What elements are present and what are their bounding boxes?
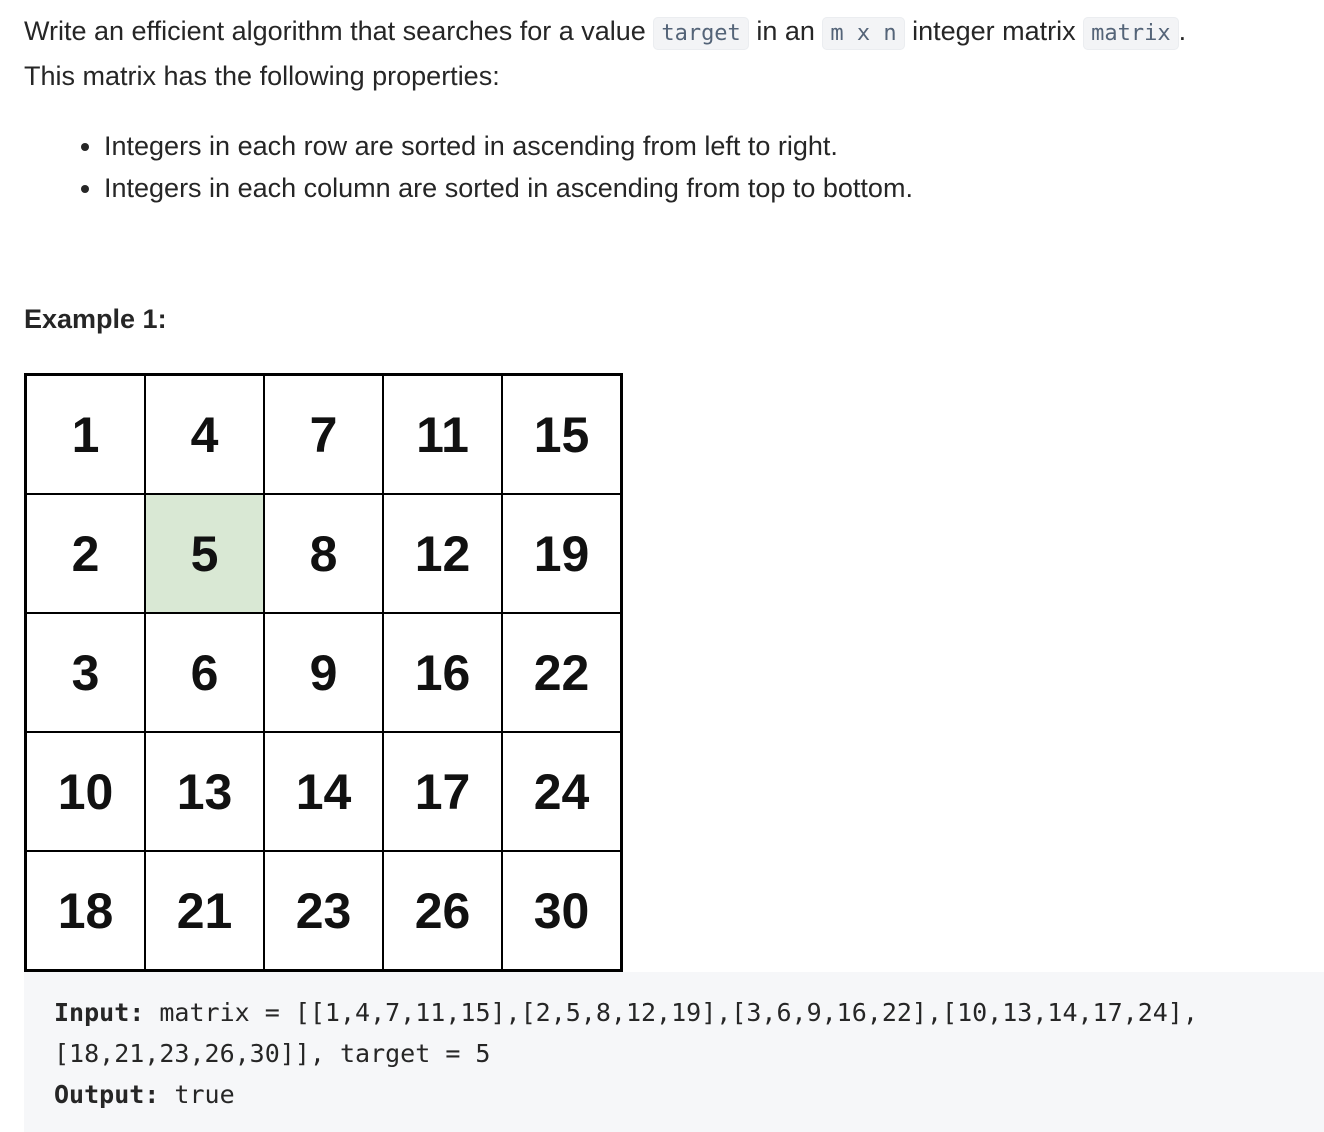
matrix-cell: 3 bbox=[26, 613, 146, 732]
matrix-cell: 19 bbox=[502, 494, 622, 613]
matrix-row bbox=[26, 732, 622, 851]
matrix-cell: 23 bbox=[264, 851, 383, 971]
intro-paragraph bbox=[24, 10, 1314, 97]
intro-line-2: This matrix has the following properties: bbox=[24, 61, 500, 91]
properties-list bbox=[24, 125, 1314, 209]
intro-text-1: Write an efficient algorithm that searches for a value bbox=[24, 16, 654, 46]
intro-text-3: integer matrix bbox=[904, 16, 1084, 46]
matrix-row bbox=[26, 851, 622, 971]
matrix-cell: 4 bbox=[145, 375, 264, 495]
matrix-cell: 7 bbox=[264, 375, 383, 495]
matrix-cell: 6 bbox=[145, 613, 264, 732]
input-value: matrix = [[1,4,7,11,15],[2,5,8,12,19],[3,6,9,16,22],[10,13,14,17,24], [18,21,23,26,30]], target = 5 bbox=[54, 998, 1198, 1068]
matrix-cell: 9 bbox=[264, 613, 383, 732]
matrix-cell: 18 bbox=[26, 851, 146, 971]
matrix-cell: 16 bbox=[383, 613, 502, 732]
inline-code-matrix: matrix bbox=[1083, 17, 1178, 50]
input-label: Input: bbox=[54, 998, 145, 1027]
matrix-cell: 30 bbox=[502, 851, 622, 971]
intro-text-4: . bbox=[1178, 16, 1187, 46]
matrix-cell: 26 bbox=[383, 851, 502, 971]
matrix-row bbox=[26, 375, 622, 495]
property-item: • Integers in each column are sorted in ascending from top to bottom. bbox=[104, 167, 1314, 209]
matrix-cell: 12 bbox=[383, 494, 502, 613]
matrix-cell: 21 bbox=[145, 851, 264, 971]
matrix-cell: 13 bbox=[145, 732, 264, 851]
output-label: Output: bbox=[54, 1080, 160, 1109]
example-io-block bbox=[24, 972, 1324, 1132]
matrix-cell: 10 bbox=[26, 732, 146, 851]
matrix-cell: 15 bbox=[502, 375, 622, 495]
matrix-cell: 14 bbox=[264, 732, 383, 851]
output-value: true bbox=[159, 1080, 235, 1109]
matrix-cell: 22 bbox=[502, 613, 622, 732]
problem-description bbox=[24, 10, 1314, 209]
example-title: Example 1: bbox=[24, 304, 167, 334]
matrix-cell: 2 bbox=[26, 494, 146, 613]
matrix-cell: 24 bbox=[502, 732, 622, 851]
matrix-row bbox=[26, 494, 622, 613]
matrix-cell: 5 bbox=[145, 494, 264, 613]
matrix-cell: 11 bbox=[383, 375, 502, 495]
intro-text-2: in an bbox=[748, 16, 823, 46]
matrix-cell: 17 bbox=[383, 732, 502, 851]
matrix-cell: 8 bbox=[264, 494, 383, 613]
matrix-cell: 1 bbox=[26, 375, 146, 495]
property-item: • Integers in each row are sorted in ascending from left to right. bbox=[104, 125, 1314, 167]
matrix-row bbox=[26, 613, 622, 732]
inline-code-mxn: m x n bbox=[822, 17, 904, 50]
inline-code-target: target bbox=[653, 17, 748, 50]
example-matrix-image bbox=[24, 373, 623, 972]
